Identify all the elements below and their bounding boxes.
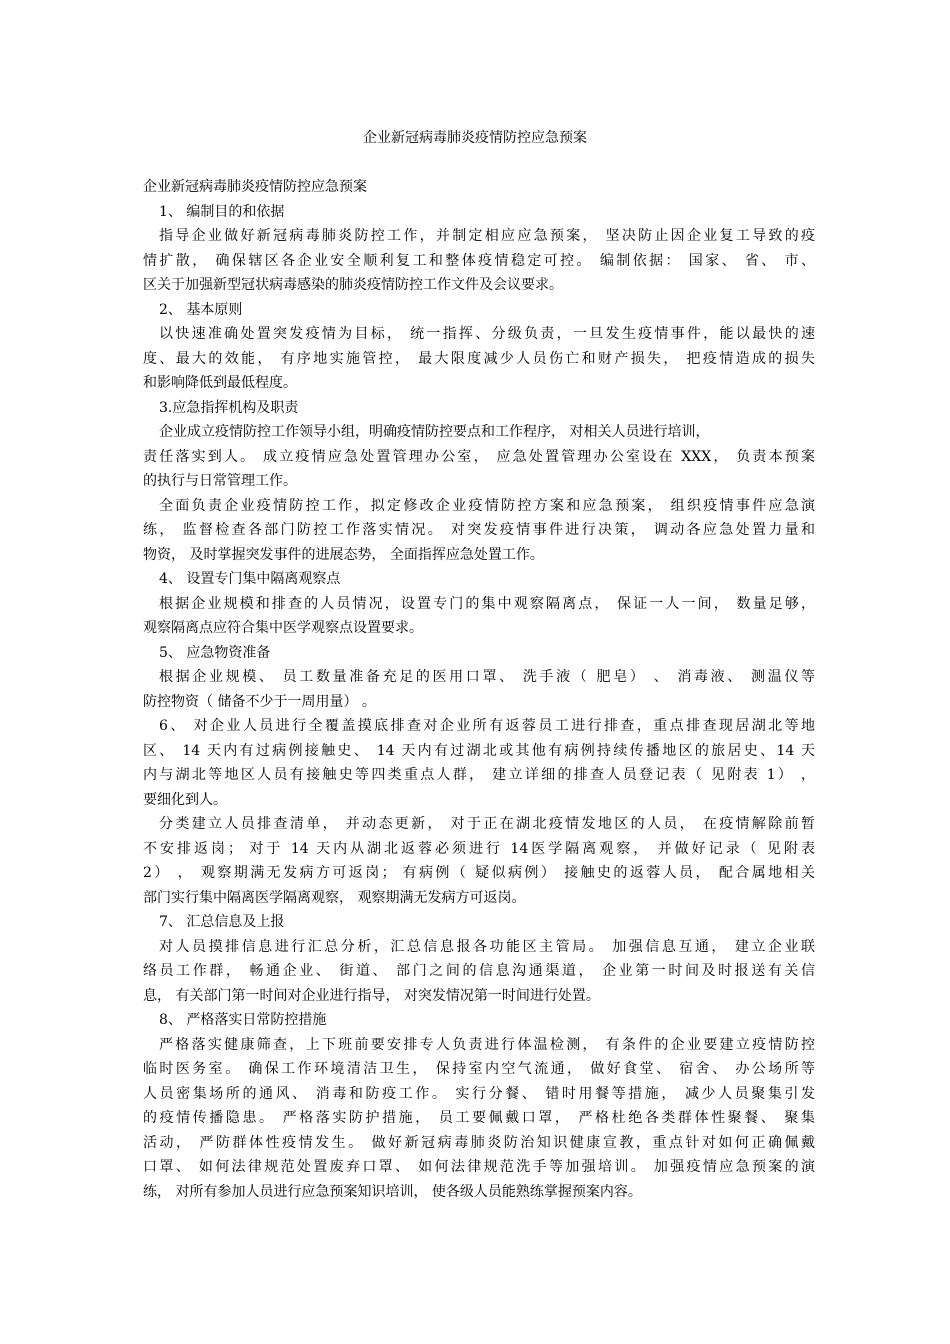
section-heading: 7、 汇总信息及上报 xyxy=(159,914,285,930)
body-text-line: 防控物资（ 储备不少于一周用量） 。 xyxy=(143,693,376,710)
body-text-line: 责任落实到人。 成立疫情应急处置管理办公室， 应急处置管理办公室设在 XXX， 负责本预案 xyxy=(143,448,815,465)
body-text-line: 口罩、 如何法律规范处置废弃口罩、 如何法律规范洗手等加强培训。 加强疫情应急预案的演 xyxy=(143,1159,815,1175)
section-heading: 2、 基本原则 xyxy=(159,301,243,318)
section-heading: 6、 对企业人员进行全覆盖摸底排查对企业所有返蓉员工进行排查，重点排查现居湖北等地 xyxy=(159,718,815,734)
body-text-line: 要细化到人。 xyxy=(143,791,227,808)
body-text-line: 指导企业做好新冠病毒肺炎防控工作，并制定相应应急预案， 坚决防止因企业复工导致的疫 xyxy=(159,228,815,244)
section-heading: 3.应急指挥机构及职责 xyxy=(159,399,299,416)
body-text-line: 根据企业规模和排查的人员情况，设置专门的集中观察隔离点， 保证一人一间， 数量足够， xyxy=(159,595,815,612)
body-text-line: 度、最大的效能， 有序地实施管控， 最大限度减少人员伤亡和财产损失， 把疫情造成的损失 xyxy=(143,350,815,367)
body-text-line: 络员工作群， 畅通企业、 街道、 部门之间的信息沟通渠道， 企业第一时间及时报送有关信 xyxy=(143,963,815,979)
section-heading: 8、 严格落实日常防控措施 xyxy=(159,1012,327,1028)
body-text-line: 的疫情传播隐患。 严格落实防护措施， 员工要佩戴口罩， 严格杜绝各类群体性聚餐、 聚集 xyxy=(143,1110,815,1126)
body-text-line: 以快速准确处置突发疫情为目标， 统一指挥、分级负责，一旦发生疫情事件，能以最快的速 xyxy=(159,326,815,342)
body-text-line: 全面负责企业疫情防控工作，拟定修改企业疫情防控方案和应急预案， 组织疫情事件应急演 xyxy=(159,497,815,514)
body-text-line: 的执行与日常管理工作。 xyxy=(143,473,297,489)
body-text-line: 2） ， 观察期满无发病方可返岗； 有病例（ 疑似病例） 接触史的返蓉人员， 配合属地相关 xyxy=(143,865,815,881)
body-text-line: 临时医务室。 确保工作环境清洁卫生， 保持室内空气流通， 做好食堂、 宿舍、 办公场所等 xyxy=(143,1061,815,1077)
body-text-line: 观察隔离点应符合集中医学观察点设置要求。 xyxy=(143,620,423,636)
body-text-line: 物资， 及时掌握突发事件的进展态势， 全面指挥应急处置工作。 xyxy=(143,546,544,563)
body-text-line: 内与湖北等地区人员有接触史等四类重点人群， 建立详细的排查人员登记表（ 见附表 1） ， xyxy=(143,767,815,783)
body-text-line: 根据企业规模、 员工数量准备充足的医用口罩、 洗手液（ 肥皂） 、 消毒液、 测温仪等 xyxy=(159,669,815,685)
body-text-line: 练， 对所有参加人员进行应急预案知识培训， 使各级人员能熟练掌握预案内容。 xyxy=(143,1183,642,1200)
document-body xyxy=(143,175,815,1204)
body-text-line: 企业新冠病毒肺炎疫情防控应急预案 xyxy=(143,179,367,195)
body-text-line: 严格落实健康筛查，上下班前要安排专人负责进行体温检测， 有条件的企业要建立疫情防控 xyxy=(159,1036,815,1053)
section-heading: 5、 应急物资准备 xyxy=(159,644,271,661)
body-text-line: 人员密集场所的通风、 消毒和防疫工作。 实行分餐、 错时用餐等措施， 减少人员聚集引发 xyxy=(143,1085,815,1102)
document-title: 企业新冠病毒肺炎疫情防控应急预案 xyxy=(363,130,587,146)
section-heading: 1、 编制目的和依据 xyxy=(159,203,285,220)
body-text-line: 和影响降低到最低程度。 xyxy=(143,375,297,391)
body-text-line: 区、 14 天内有过病例接触史、 14 天内有过湖北或其他有病例持续传播地区的旅居史、14 天 xyxy=(143,742,815,759)
section-heading: 4、 设置专门集中隔离观察点 xyxy=(159,571,341,587)
body-text-line: 部门实行集中隔离医学隔离观察， 观察期满无发病方可返岗。 xyxy=(143,889,526,906)
body-text-line: 对人员摸排信息进行汇总分析，汇总信息报各功能区主管局。 加强信息互通， 建立企业联 xyxy=(159,938,815,955)
body-text-line: 不安排返岗； 对于 14 天内从湖北返蓉必须进行 14医学隔离观察， 并做好记录（ 见附表 xyxy=(143,840,815,857)
body-text-line: 区关于加强新型冠状病毒感染的肺炎疫情防控工作文件及会议要求。 xyxy=(143,277,563,293)
body-text-line: 情扩散， 确保辖区各企业安全顺利复工和整体疫情稳定可控。 编制依据： 国家、 省、 市、 xyxy=(143,252,815,269)
body-text-line: 企业成立疫情防控工作领导小组，明确疫情防控要点和工作程序， 对相关人员进行培训， xyxy=(159,424,710,440)
body-text-line: 活动， 严防群体性疫情发生。 做好新冠病毒肺炎防治知识健康宣教，重点针对如何正确佩戴 xyxy=(143,1134,815,1151)
body-text-line: 分类建立人员排查清单， 并动态更新， 对于正在湖北疫情发地区的人员， 在疫情解除前暂 xyxy=(159,816,815,832)
body-text-line: 息， 有关部门第一时间对企业进行指导， 对突发情况第一时间进行处置。 xyxy=(143,987,600,1004)
body-text-line: 练， 监督检查各部门防控工作落实情况。 对突发疫情事件进行决策， 调动各应急处置力量和 xyxy=(143,522,815,538)
